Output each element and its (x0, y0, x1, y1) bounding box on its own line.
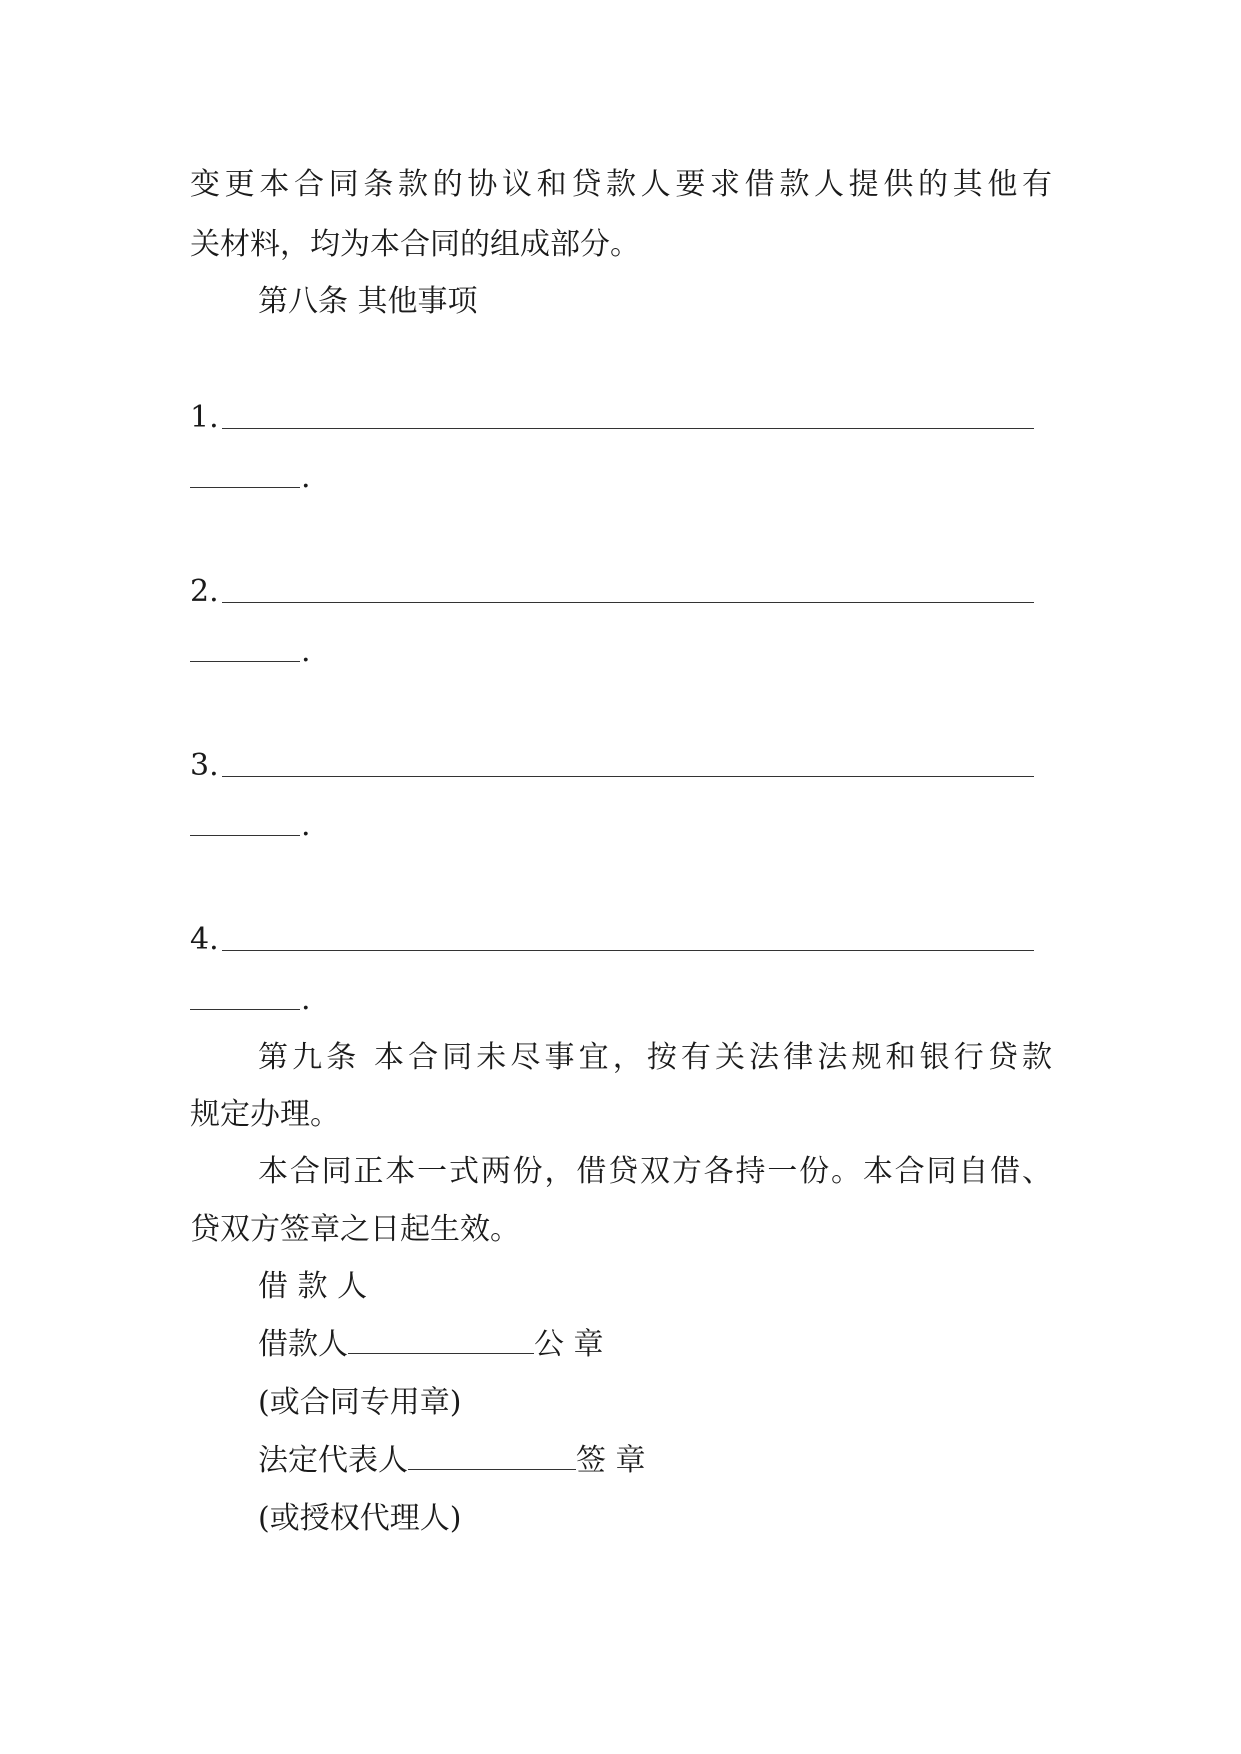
item-4-end: . (301, 982, 311, 1017)
item-1-label: 1. (190, 400, 219, 435)
borrower-label: 借款人 (258, 1327, 348, 1362)
contract-seal-note: (或合同专用章) (258, 1385, 462, 1420)
legal-rep-sign-label: 签 章 (576, 1443, 646, 1478)
item-4-fill-line (222, 950, 1034, 951)
paragraph-line: 关材料，均为本合同的组成部分。 (190, 227, 640, 262)
item-1-end: . (301, 460, 311, 495)
item-3-fill-line (222, 776, 1034, 777)
item-2-end: . (301, 634, 311, 669)
item-4-fill-line-end (190, 1009, 300, 1010)
item-3-label: 3. (190, 748, 219, 783)
borrower-seal-line (258, 1325, 604, 1365)
item-1-fill-line (222, 428, 1034, 429)
copies-line: 本合同正本一式两份，借贷双方各持一份。本合同自借、 (258, 1154, 1052, 1189)
item-2-label: 2. (190, 574, 219, 609)
item-2-fill-line-end (190, 661, 300, 662)
copies-line: 贷双方签章之日起生效。 (190, 1212, 520, 1247)
borrower-fill-line (348, 1327, 534, 1354)
paragraph-line: 变更本合同条款的协议和贷款人要求借款人提供的其他有 (190, 167, 1052, 202)
article-8-heading: 第八条 其他事项 (258, 284, 478, 319)
item-1-fill-line-end (190, 487, 300, 488)
borrower-seal-label: 公 章 (534, 1327, 604, 1362)
agent-note: (或授权代理人) (258, 1501, 462, 1536)
legal-rep-label: 法定代表人 (258, 1443, 408, 1478)
legal-rep-fill-line (408, 1443, 576, 1470)
item-4-label: 4. (190, 922, 219, 957)
item-3-end: . (301, 808, 311, 843)
item-3-fill-line-end (190, 835, 300, 836)
item-2-fill-line (222, 602, 1034, 603)
borrower-heading: 借 款 人 (258, 1269, 368, 1304)
article-9-line: 规定办理。 (190, 1097, 340, 1132)
article-9-line: 第九条 本合同未尽事宜，按有关法律法规和银行贷款 (258, 1040, 1052, 1075)
legal-rep-line (258, 1441, 646, 1481)
